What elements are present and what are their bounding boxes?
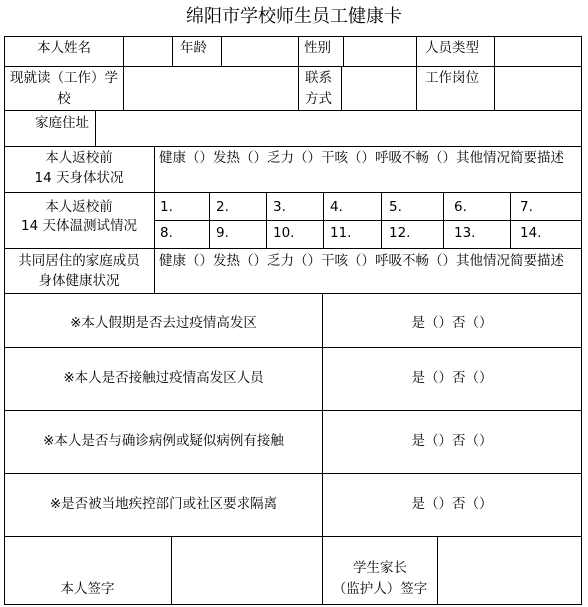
temperature-day-cell: 9. xyxy=(216,225,229,241)
table-rule xyxy=(298,66,299,110)
answer-contact-confirmed: 是（）否（） xyxy=(411,433,493,449)
temperature-day-cell: 8. xyxy=(160,225,173,241)
answer-contact-high-risk: 是（）否（） xyxy=(411,370,493,386)
table-rule xyxy=(437,536,438,605)
table-rule xyxy=(581,36,582,605)
question-contact-high-risk: ※本人是否接触过疫情高发区人员 xyxy=(63,370,264,386)
table-rule xyxy=(4,410,582,411)
parent-signature-label-line1: 学生家长 xyxy=(353,560,407,576)
table-rule xyxy=(4,110,582,111)
temperature-day-cell: 13. xyxy=(454,225,476,241)
temperature-day-cell: 14. xyxy=(520,225,542,241)
table-rule xyxy=(323,192,324,248)
question-quarantine: ※是否被当地疾控部门或社区要求隔离 xyxy=(49,496,278,512)
table-rule xyxy=(154,220,582,221)
table-rule xyxy=(343,36,344,66)
table-rule xyxy=(510,192,511,248)
table-rule xyxy=(266,192,267,248)
table-rule xyxy=(123,36,124,66)
self-condition-label-line1: 本人返校前 xyxy=(45,150,113,166)
answer-high-risk-area: 是（）否（） xyxy=(411,315,493,331)
school-label-line2: 校 xyxy=(57,91,71,107)
contact-label-line1: 联系 xyxy=(305,70,332,86)
temperature-day-cell: 4. xyxy=(330,199,343,215)
age-label: 年龄 xyxy=(180,40,207,56)
table-rule xyxy=(416,66,417,110)
family-health-options: 健康（）发热（）乏力（）干咳（）呼吸不畅（）其他情况简要描述 xyxy=(159,253,564,269)
table-rule xyxy=(494,36,495,66)
self-signature-label: 本人签字 xyxy=(60,581,115,597)
table-rule xyxy=(171,536,172,605)
temperature-day-cell: 2. xyxy=(216,199,229,215)
gender-label: 性别 xyxy=(304,40,331,56)
table-rule xyxy=(416,36,417,66)
person-type-label: 人员类型 xyxy=(425,40,479,56)
question-contact-confirmed: ※本人是否与确诊病例或疑似病例有接触 xyxy=(43,433,284,449)
form-title: 绵阳市学校师生员工健康卡 xyxy=(186,6,402,27)
family-health-label-line2: 身体健康状况 xyxy=(38,273,120,289)
table-rule xyxy=(4,36,582,37)
table-rule xyxy=(4,248,582,249)
answer-quarantine: 是（）否（） xyxy=(411,496,493,512)
temperature-day-cell: 10. xyxy=(273,225,295,241)
table-rule xyxy=(298,36,299,66)
job-post-label: 工作岗位 xyxy=(425,70,479,86)
table-rule xyxy=(209,192,210,248)
self-condition-options: 健康（）发热（）乏力（）干咳（）呼吸不畅（）其他情况简要描述 xyxy=(159,150,564,166)
temperature-day-cell: 6. xyxy=(454,199,467,215)
table-rule xyxy=(494,66,495,110)
temperature-day-cell: 12. xyxy=(389,225,411,241)
table-rule xyxy=(4,536,582,537)
table-rule xyxy=(381,192,382,248)
temperature-day-cell: 1. xyxy=(160,199,173,215)
parent-signature-label-line2: （监护人）签字 xyxy=(332,581,428,597)
self-condition-label-line2: 14 天身体状况 xyxy=(34,170,124,186)
table-rule xyxy=(172,36,173,66)
question-high-risk-area: ※本人假期是否去过疫情高发区 xyxy=(70,315,257,331)
table-rule xyxy=(4,473,582,474)
table-rule xyxy=(4,293,582,294)
table-rule xyxy=(221,36,222,66)
school-label-line1: 现就读（工作）学 xyxy=(10,70,118,86)
family-health-label-line1: 共同居住的家庭成员 xyxy=(18,253,140,269)
temperature-label-line2: 14 天体温测试情况 xyxy=(21,218,137,234)
table-rule xyxy=(4,347,582,348)
temperature-day-cell: 5. xyxy=(389,199,402,215)
temperature-label-line1: 本人返校前 xyxy=(45,199,113,215)
table-rule xyxy=(95,110,96,146)
table-rule xyxy=(4,604,582,605)
contact-label-line2: 方式 xyxy=(305,91,332,107)
table-rule xyxy=(4,192,582,193)
table-rule xyxy=(4,146,582,147)
temperature-day-cell: 11. xyxy=(330,225,352,241)
temperature-day-cell: 3. xyxy=(273,199,286,215)
name-label: 本人姓名 xyxy=(37,40,91,56)
table-rule xyxy=(443,192,444,248)
table-rule xyxy=(154,146,155,293)
table-rule xyxy=(341,66,342,110)
temperature-day-cell: 7. xyxy=(520,199,533,215)
table-rule xyxy=(123,66,124,110)
table-rule xyxy=(4,66,582,67)
address-label: 家庭住址 xyxy=(35,115,89,131)
